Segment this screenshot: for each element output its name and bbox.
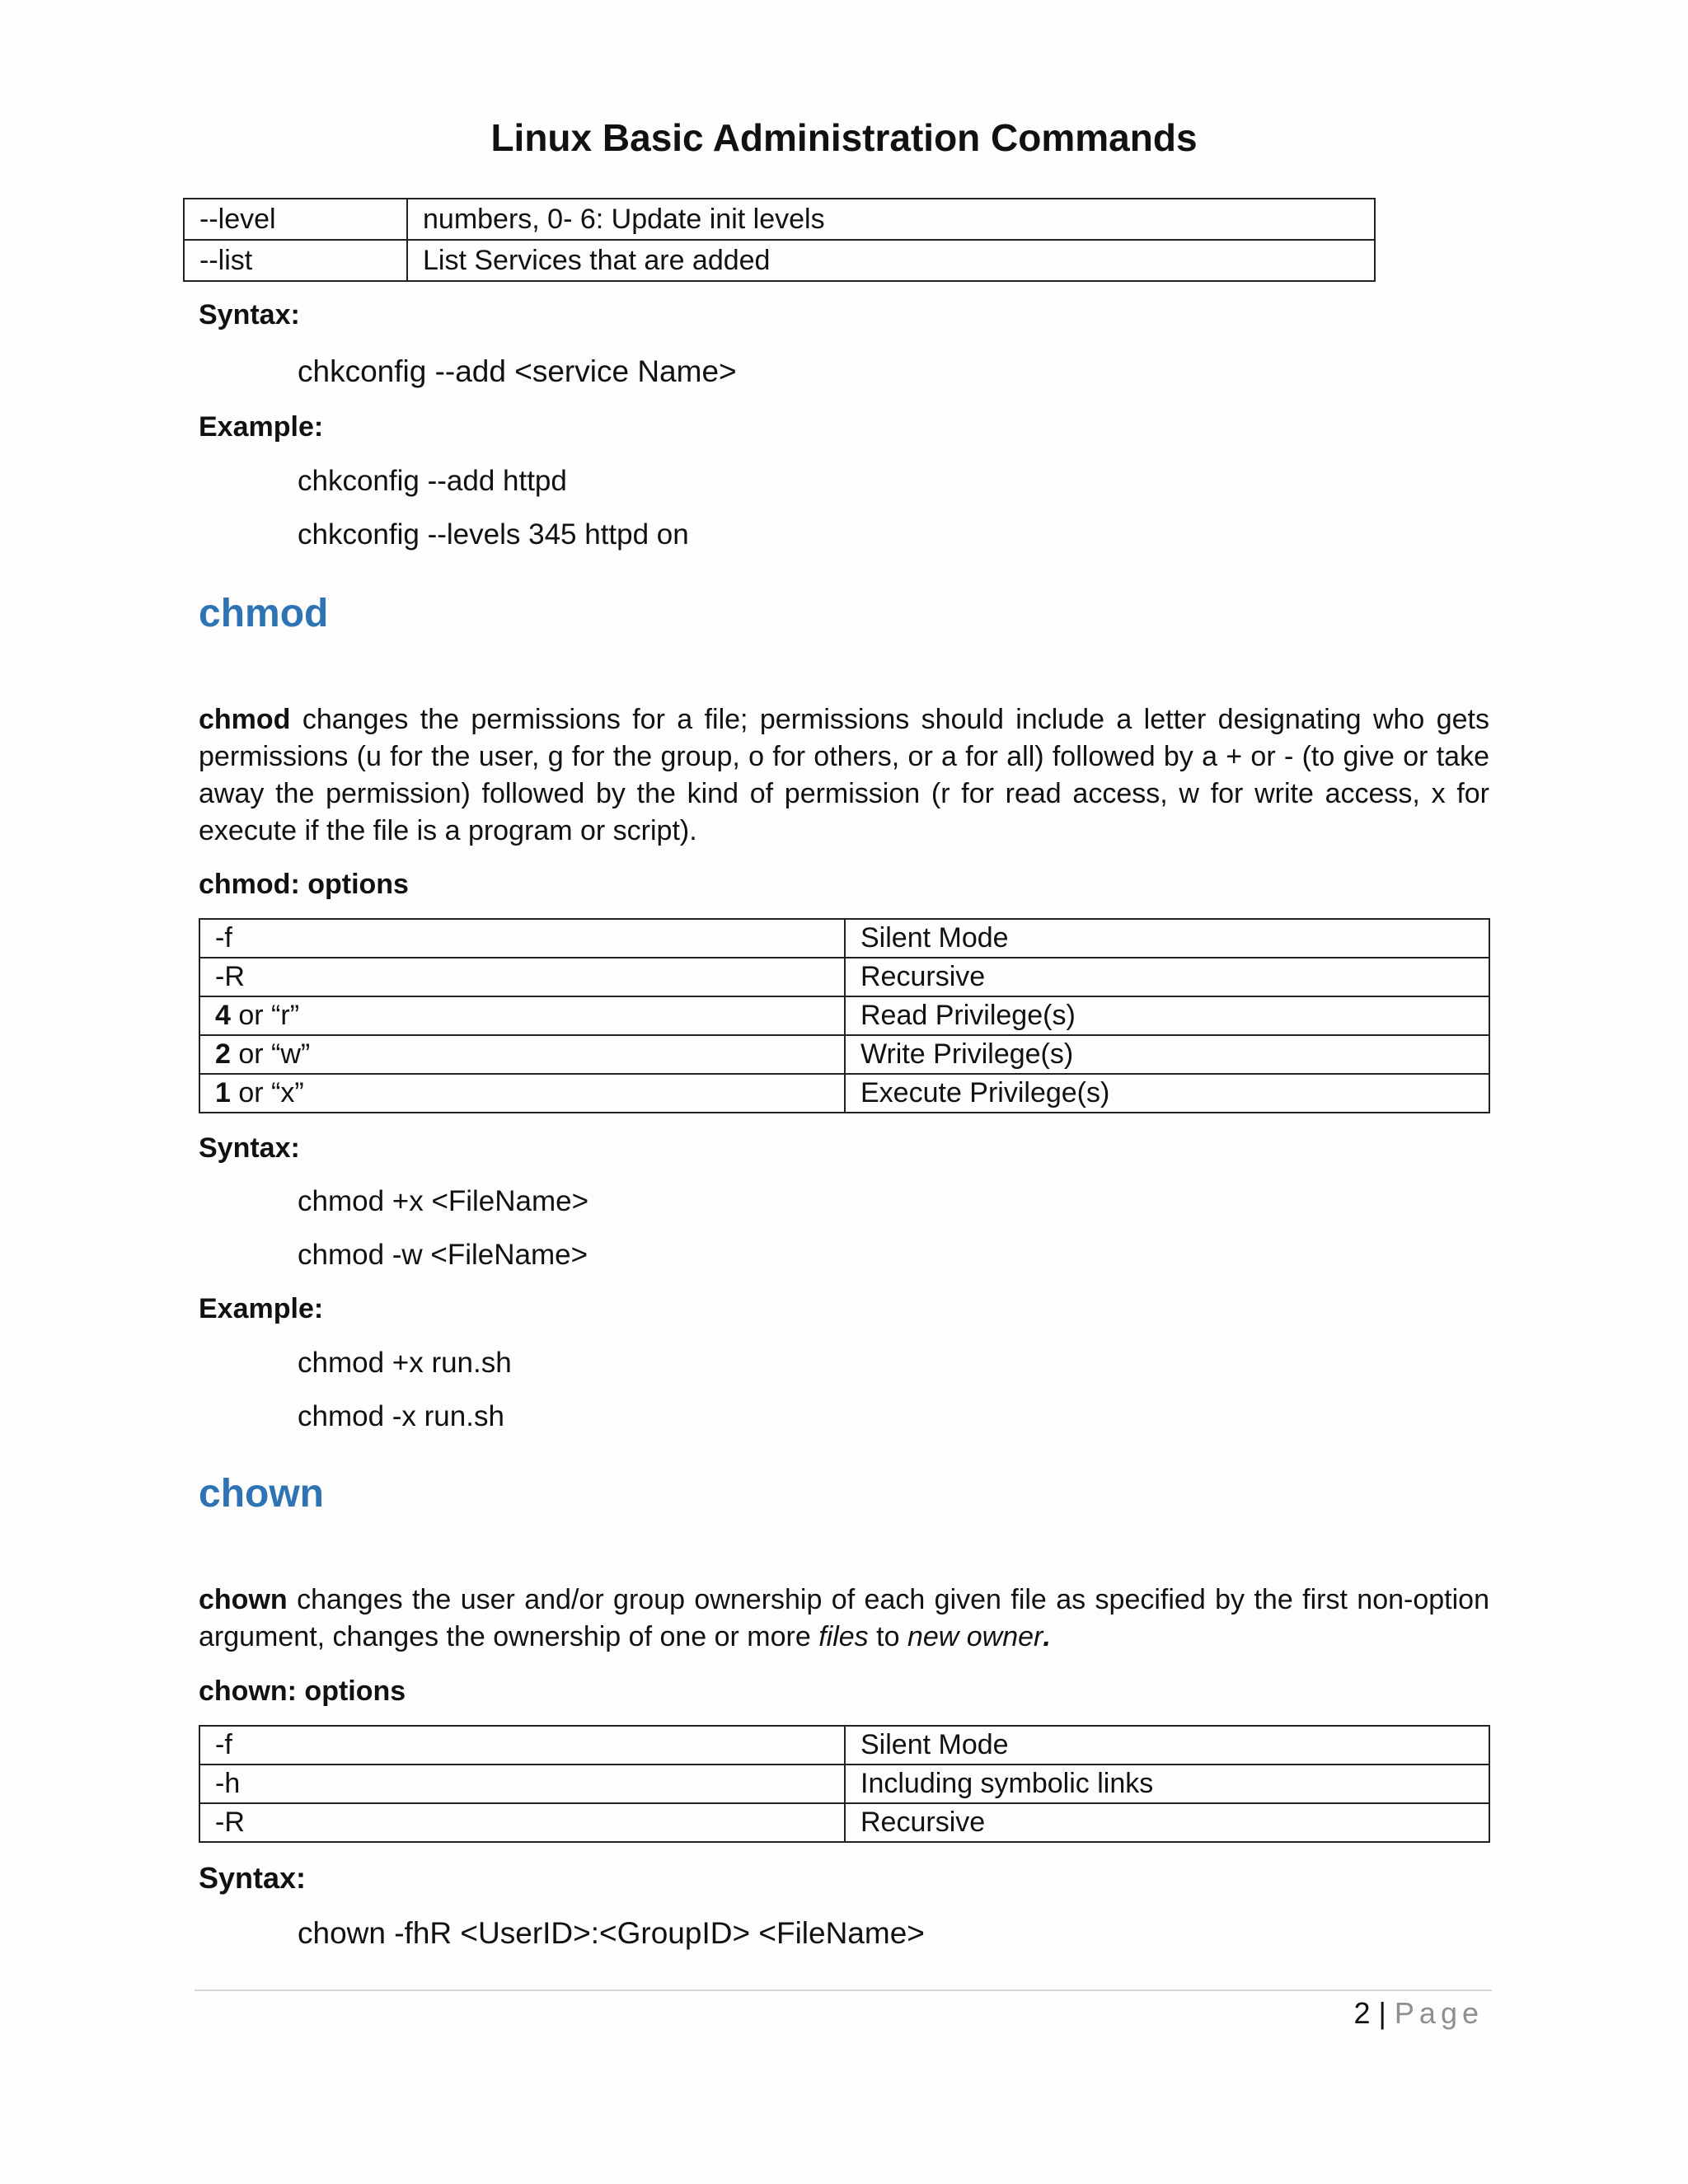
description-cell: Read Privilege(s) [845, 996, 1489, 1035]
option-cell: --level [184, 199, 407, 240]
chkconfig-options-table [183, 198, 1376, 282]
page-word: Page [1394, 1996, 1484, 2030]
example-label: Example: [199, 411, 324, 443]
description-cell: Write Privilege(s) [845, 1035, 1489, 1074]
table-row [199, 1035, 1489, 1074]
example-line: chkconfig --levels 345 httpd on [298, 518, 689, 551]
description-cell: Silent Mode [845, 919, 1489, 958]
example-line: chmod -x run.sh [298, 1400, 504, 1432]
option-cell: --list [184, 240, 407, 281]
table-row [199, 958, 1489, 996]
option-cell: -R [199, 1803, 845, 1842]
description-cell: Recursive [845, 958, 1489, 996]
syntax-line: chown -fhR <UserID>:<GroupID> <FileName> [298, 1916, 925, 1950]
chown-description: chown changes the user and/or group ownership of each given file as specified by the first non-option argument, changes the ownership of one or more files to new owner. [199, 1584, 1489, 1652]
table-row [199, 919, 1489, 958]
option-cell: -f [199, 1726, 845, 1765]
option-cell: -R [199, 958, 845, 996]
chown-options-table [199, 1725, 1490, 1843]
table-row [199, 1803, 1489, 1842]
example-line: chkconfig --add httpd [298, 465, 567, 497]
footer-separator: | [1378, 1996, 1386, 2030]
page-footer [1354, 1996, 1484, 2031]
options-label: chown: options [199, 1675, 406, 1707]
page-number: 2 [1353, 1996, 1371, 2030]
syntax-label: Syntax: [199, 1132, 300, 1164]
table-row [184, 199, 1375, 240]
table-row [199, 1726, 1489, 1765]
section-heading-chmod: chmod [199, 592, 329, 635]
description-cell: numbers, 0- 6: Update init levels [407, 199, 1375, 240]
chmod-options-table [199, 918, 1490, 1113]
options-label: chmod: options [199, 869, 409, 900]
table-row [199, 996, 1489, 1035]
chmod-description [199, 701, 1489, 850]
option-cell: -h [199, 1765, 845, 1803]
table-row [199, 1074, 1489, 1113]
example-line: chmod +x run.sh [298, 1347, 512, 1379]
command-name: chmod [199, 704, 291, 735]
syntax-label: Syntax: [199, 1861, 307, 1895]
option-cell: 2 or “w” [199, 1035, 845, 1074]
description-cell: Recursive [845, 1803, 1489, 1842]
syntax-line: chmod -w <FileName> [298, 1239, 588, 1271]
description-cell: List Services that are added [407, 240, 1375, 281]
document-title: Linux Basic Administration Commands [490, 116, 1198, 159]
syntax-line: chmod +x <FileName> [298, 1185, 589, 1217]
table-row [184, 240, 1375, 281]
example-label: Example: [199, 1293, 324, 1324]
footer-divider [195, 1990, 1492, 1991]
description-cell: Including symbolic links [845, 1765, 1489, 1803]
description-text: changes the permissions for a file; permissions should include a letter designating who gets permissions (u for the user, g for the group, o for others, or a for all) followed by a + or - (to give or take away the permission) followed by the kind of permission (r for read access, w for write access, x for execute if the file is a program or script). [199, 704, 1489, 846]
option-cell: 1 or “x” [199, 1074, 845, 1113]
table-row [199, 1765, 1489, 1803]
option-cell: 4 or “r” [199, 996, 845, 1035]
option-cell: -f [199, 919, 845, 958]
command-name: chown [199, 1584, 288, 1615]
section-heading-chown: chown [199, 1472, 324, 1516]
syntax-line: chkconfig --add <service Name> [298, 354, 737, 388]
syntax-label: Syntax: [199, 299, 300, 330]
description-cell: Execute Privilege(s) [845, 1074, 1489, 1113]
description-cell: Silent Mode [845, 1726, 1489, 1765]
